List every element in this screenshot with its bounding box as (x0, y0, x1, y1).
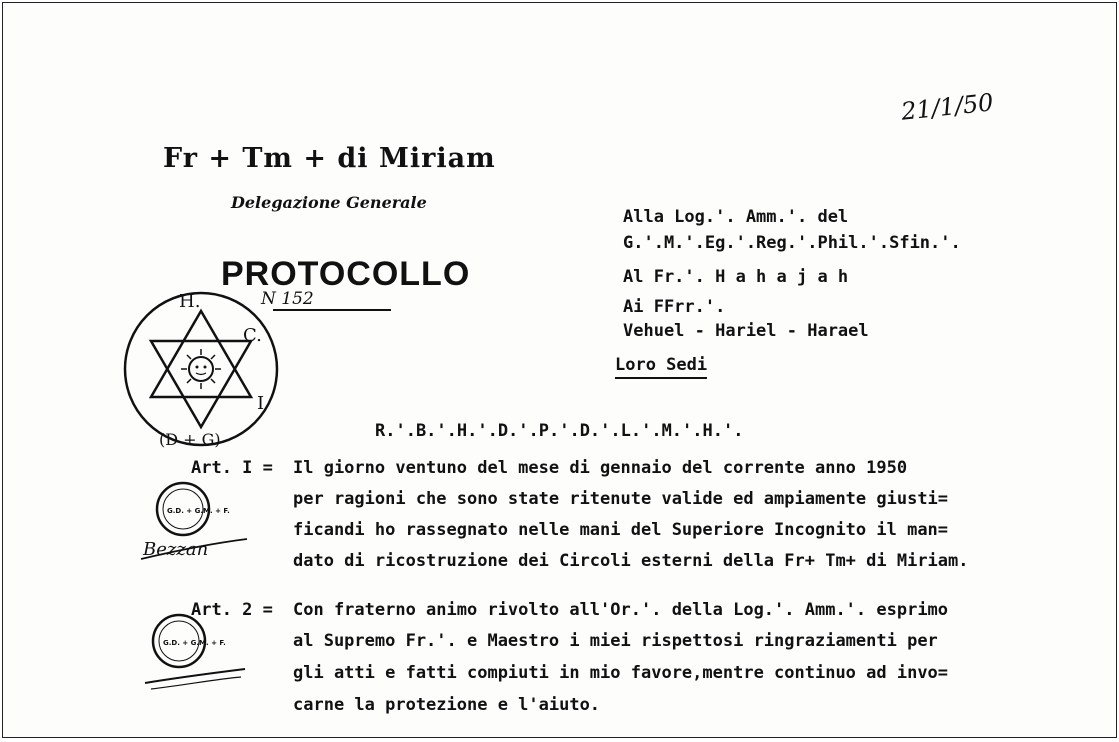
letterhead-subtitle: Delegazione Generale (231, 193, 427, 212)
article-1-line-3: ficandi ho rassegnato nelle mani del Superiore Incognito il man= (293, 520, 949, 540)
signature: Bezzan (143, 539, 209, 560)
address-line-3: Al Fr.'. H a h a j a h (623, 267, 849, 287)
address-line-5: Vehuel - Hariel - Harael (623, 321, 869, 341)
document-page (2, 2, 1117, 738)
protocol-underline (273, 309, 391, 311)
salutation: R.'.B.'.H.'.D.'.P.'.D.'.L.'.M.'.H.'. (375, 421, 744, 441)
article-2-line-2: al Supremo Fr.'. e Maestro i miei rispettosi ringraziamenti per (293, 631, 938, 651)
article-2-label: Art. 2 = (191, 600, 273, 620)
article-1-line-4: dato di ricostruzione dei Circoli esterni della Fr+ Tm+ di Miriam. (293, 551, 969, 571)
address-line-2: G.'.M.'.Eg.'.Reg.'.Phil.'.Sfin.'. (623, 233, 961, 253)
stamp-signature-icon-2 (141, 607, 251, 697)
address-line-4: Ai FFrr.'. (623, 297, 726, 317)
protocol-label: PROTOCOLLO (221, 255, 471, 293)
stamp-signature-icon-1 (135, 473, 255, 568)
stamp-1-text: G.D. + G.M. + F. (167, 507, 230, 515)
article-1-label: Art. I = (191, 458, 273, 478)
handwritten-date: 21/1/50 (899, 88, 995, 126)
seal-right-letter-2: I (257, 393, 265, 414)
protocol-number: N 152 (261, 289, 314, 309)
article-1-line-2: per ragioni che sono state ritenute valide ed ampiamente giusti= (293, 489, 949, 509)
article-2-line-1: Con fraterno animo rivolto all'Or.'. della Log.'. Amm.'. esprimo (293, 600, 949, 620)
article-1-line-1: Il giorno ventuno del mese di gennaio del corrente anno 1950 (293, 458, 908, 478)
letterhead-title: Fr + Tm + di Miriam (163, 143, 496, 174)
address-line-1: Alla Log.'. Amm.'. del (623, 207, 849, 227)
stamp-2-text: G.D. + G.M. + F. (163, 639, 226, 647)
seal-top-letter: H. (179, 291, 201, 312)
seal-bottom-text: (D + G) (159, 430, 221, 449)
article-2-line-3: gli atti e fatti compiuti in mio favore,mentre continuo ad invo= (293, 663, 949, 683)
article-2-line-4: carne la protezione e l'aiuto. (293, 695, 601, 715)
address-line-6: Loro Sedi (615, 355, 707, 379)
hexagram-seal-icon (123, 285, 283, 455)
seal-right-letter-1: C. (243, 325, 262, 346)
